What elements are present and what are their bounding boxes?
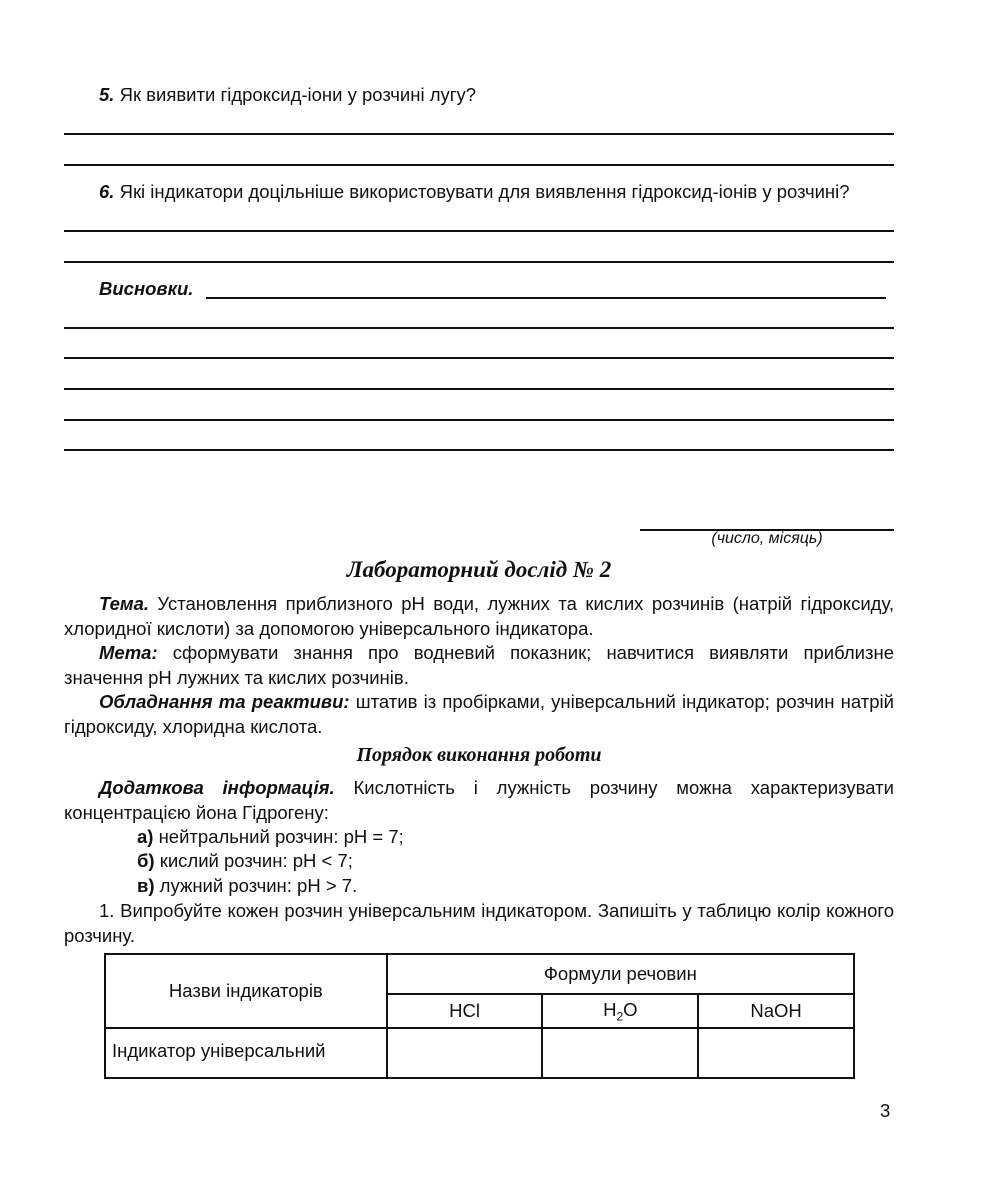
list-item: б) кислий розчин: pH < 7; bbox=[137, 850, 353, 871]
answer-line[interactable] bbox=[64, 357, 894, 359]
goal-text: сформувати знання про водневий показник; навчитися виявляти приблизне значення pH лужних та кислих розчинів. bbox=[64, 642, 894, 688]
conclusions-label: Висновки. bbox=[99, 278, 194, 299]
conclusions-line[interactable] bbox=[206, 297, 886, 299]
goal-label: Мета: bbox=[99, 642, 158, 663]
answer-line[interactable] bbox=[64, 230, 894, 232]
date-caption: (число, місяць) bbox=[711, 530, 823, 547]
equipment-label: Обладнання та реактиви: bbox=[99, 691, 350, 712]
answer-line[interactable] bbox=[64, 449, 894, 451]
procedure-title: Порядок виконання роботи bbox=[356, 744, 602, 766]
answer-cell-h2o[interactable] bbox=[542, 1028, 698, 1078]
question-number: 5. bbox=[99, 84, 115, 105]
answer-cell-hcl[interactable] bbox=[387, 1028, 543, 1078]
answer-line[interactable] bbox=[64, 327, 894, 329]
answer-line[interactable] bbox=[64, 133, 894, 135]
page-number: 3 bbox=[880, 1100, 891, 1121]
answer-line[interactable] bbox=[64, 419, 894, 421]
answer-cell-naoh[interactable] bbox=[698, 1028, 854, 1078]
question-text: Які індикатори доцільніше використовувати для виявлення гідроксид-іонів у розчині? bbox=[119, 181, 850, 202]
extra-info-paragraph bbox=[64, 776, 894, 825]
answer-line[interactable] bbox=[64, 164, 894, 166]
lab-title: Лабораторний дослід № 2 bbox=[346, 557, 612, 582]
list-item: в) лужний розчин: pH > 7. bbox=[137, 875, 358, 896]
topic-text: Установлення приблизного pH води, лужних та кислих розчинів (натрій гідроксиду, хлоридної кислоти) за допомогою універсального індикатора. bbox=[64, 593, 894, 639]
answer-line[interactable] bbox=[64, 261, 894, 263]
col-hcl: HCl bbox=[387, 994, 543, 1028]
topic-label: Тема. bbox=[99, 593, 149, 614]
indicator-header: Назви індикаторів bbox=[105, 954, 387, 1028]
equipment-paragraph bbox=[64, 690, 894, 739]
row-label-universal-indicator: Індикатор універсальний bbox=[105, 1028, 387, 1078]
results-table bbox=[104, 953, 855, 1079]
question-5 bbox=[99, 84, 476, 106]
question-number: 6. bbox=[99, 181, 115, 202]
extra-info-label: Додаткова інформація. bbox=[99, 777, 335, 798]
answer-line[interactable] bbox=[64, 388, 894, 390]
list-item: а) нейтральний розчин: pH = 7; bbox=[137, 826, 404, 847]
col-h2o: $H_2O$ bbox=[542, 994, 698, 1028]
step-1-paragraph: 1. Випробуйте кожен розчин універсальним індикатором. Запишіть у таблицю колір кожного розчину. bbox=[64, 900, 894, 946]
topic-paragraph bbox=[64, 592, 894, 641]
equipment-text: штатив із пробірками, універсальний індикатор; розчин натрій гідроксиду, хлоридна кислота. bbox=[64, 691, 894, 737]
goal-paragraph bbox=[64, 641, 894, 690]
question-text: Як виявити гідроксид-іони у розчині лугу? bbox=[119, 84, 477, 105]
formulas-header: Формули речовин bbox=[387, 954, 854, 994]
col-naoh: NaOH bbox=[698, 994, 854, 1028]
question-6 bbox=[99, 181, 850, 203]
extra-info-text: Кислотність і лужність розчину можна характеризувати концентрацією йона Гідрогену: bbox=[64, 777, 894, 823]
